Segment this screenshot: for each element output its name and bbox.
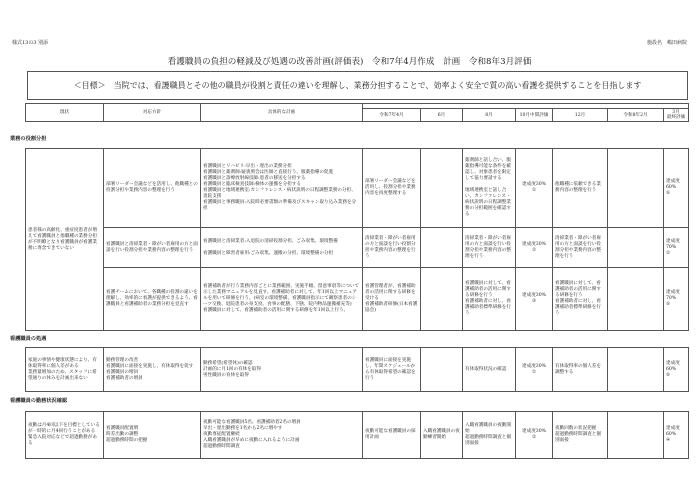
goal-text: ＜目標＞ 当院では、看護職員とその他の職員が役割と責任の違いを理解し、業務分担することで、効率よく安全で質の高い看護を提供することを目指します <box>73 81 642 90</box>
situation-cell: 家庭の事情や健康状態により、有休取得率に個人差がある 業務量増加のため、スタッフに希望通りの休みを計画出来ない <box>26 348 104 392</box>
form-number: 様式13の3 別添 <box>12 40 49 46</box>
table-row <box>26 412 689 459</box>
table-row <box>26 268 689 331</box>
column-header: 12月 <box>553 109 608 122</box>
month-cell-m4: 看護管理者が、看護補助者の活用に関する研修を受ける 看護補助者研修(日本看護協会) <box>363 268 421 331</box>
column-header: 6月 <box>421 109 463 122</box>
section-table <box>25 148 689 331</box>
month-cell-m4: 部署リーダー会議などを活用し、役割分担や業務内容を再度整理する <box>363 149 421 228</box>
policy-cell: 看護職員と清掃業者・障がい者雇用の方と面談を行い役割分担や業務内容の整理を行う <box>104 228 201 268</box>
month-cell-m2 <box>608 348 664 392</box>
situation-cell: 夜勤は月4回以下を目標としているが一時的に月4回行うことがある 緊急入院対応などで超過勤務がある <box>26 412 104 459</box>
section-table <box>25 347 689 392</box>
month-cell-m10: 達成度30% ② <box>516 228 553 268</box>
section-table <box>25 411 689 459</box>
section-title: 看護職員の処遇 <box>10 336 47 342</box>
page-title: 看護職員の負担の軽減及び処遇の改善計画(評価表) 令和7年4月作成 計画 令和8年3月評価 <box>167 57 532 67</box>
month-cell-m10: 達成度30% ② <box>516 412 553 459</box>
column-header: 8月 <box>463 109 516 122</box>
month-cell-m8: 薬剤師と話し合い、服薬指導可能な条件を確認し、対象患者を限定して協力要請する 地域連携室と話し合い、カンファレンス・病状説明の日程調整業務の分担範囲を確認する <box>463 149 516 228</box>
month-cell-m8: 入職看護職員の夜勤開始 超過勤務時間調査と個別面接 <box>463 412 516 459</box>
month-cell-m2 <box>608 412 664 459</box>
month-cell-m6 <box>421 149 463 228</box>
plan-cell: 夜勤可能な看護職員5名、看護補助者2名の増員 早出・遅出勤務を1名から2名に増やす 夜勤専従配置継続 入職看護職員が早めに夜勤に入れるように計画 超過勤務時間調査 <box>201 412 363 459</box>
plan-cell: 看護補助者が行う業務内容ごとに業務範囲、実施手順、留意事項等について示した業務マニュアルを見直す。看護補助者に対して、年1回以上マニュアルを用いて研修を行う。(病室の環境整備、看護職員指示にて観察患者のシーツ交換、退院患者の身支度、食事の配膳、下膳、院内物品運搬補充等) 看護職員に対して、看護補助者の活用に関する研修を年1回以上行う。 <box>201 268 363 331</box>
month-cell-m6 <box>421 348 463 392</box>
month-cell-m12: 夜勤回数の状況把握 超過勤務時間調査と個別面接 <box>553 412 608 459</box>
column-header: 具体的な計画 <box>201 104 363 122</box>
month-cell-m12: 他職種に依頼できる業務内容の整理を行う <box>553 149 608 228</box>
facility-name: 施設名 嶋田病院 <box>646 40 687 46</box>
month-cell-m8: 看護職員に対して、看護補助者の活用に関する研修を行う 看護補助者に対し、看護補助者標準研修を行う <box>463 268 516 331</box>
table-row <box>26 348 689 392</box>
month-cell-m8: 清掃業者・障がい者雇用の方と面談を行い役割分担や業務内容の整理を行う <box>463 228 516 268</box>
month-cell-m8: 有休取得状況の確認 <box>463 348 516 392</box>
plan-cell: 勤務希望(希望休)の確認 計画的に月1回の有休を取得 男性職員の育休を取得 <box>201 348 363 392</box>
month-cell-m4: 看護職員に面接を実施し、年間スケジュールから有休取得希望の確認を行う <box>363 348 421 392</box>
column-header: 対応方針 <box>104 104 201 122</box>
plan-cell: 看護職員とリハビリ:早出・遅出の業務分担 看護職員と薬剤師:疑義照会は医師と直接行う、服薬指導の促進 看護職員と診療放射線技師:患者の移送を分担する 看護職員と臨床検査技師:検体の運搬を分担する 看護職員と地域連携室:カンファレンス・病状説明の日程調整業務の分担、退院支援 看護職員と事務職員:入院時必要書類の準備及びスキャン取り込み業務を分担 <box>201 149 363 228</box>
table-row <box>26 149 689 228</box>
month-cell-m3: 達成度 60% ④ <box>664 412 689 459</box>
month-cell-m12: 有休取得率の個人差を調整する <box>553 348 608 392</box>
policy-cell: 部署リーダー会議などを活用し、他職種との役割分担や業務内容の整理を行う <box>104 149 201 228</box>
month-cell-m3: 達成度 70% ⑤ <box>664 268 689 331</box>
month-cell-m6 <box>421 228 463 268</box>
policy-cell: 看護チームにおいて、各職種の役割の違いを理解し、効率的に看護が提供できるよう、看護職員と看護補助者の業務分担を見直す <box>104 268 201 331</box>
month-cell-m2 <box>608 228 664 268</box>
month-cell-m6 <box>421 268 463 331</box>
column-header: 10月中間評価 <box>516 109 553 122</box>
month-cell-m4: 夜勤可能な看護職員の採用計画 <box>363 412 421 459</box>
column-header: 3月 最終評価 <box>664 109 689 122</box>
policy-cell: 勤務管理の改善 看護職員に面接を実施し、有休取得を促す 看護職員の増員 看護補助者の増員 <box>104 348 201 392</box>
month-cell-m3: 達成度 60% ⑤ <box>664 149 689 228</box>
column-header: 令和8年2月 <box>608 109 664 122</box>
header-table <box>25 103 689 122</box>
column-header: 令和7年4月 <box>363 109 421 122</box>
month-cell-m3: 達成度 70% ② <box>664 228 689 268</box>
month-cell-m10: 達成度30% ③ <box>516 268 553 331</box>
situation-cell: 患者様の高齢化、重症度患者が増えて看護職員と他職種の業務分担が不明瞭となり看護職員が看護業務に専念できていない <box>26 149 104 331</box>
month-cell-m12: 看護職員に対して、看護補助者の活用に関する研修を行う 看護補助者に対し、看護補助者標準研修を行う <box>553 268 608 331</box>
section-title: 業務の役割分担 <box>10 136 47 142</box>
month-cell-m12: 清掃業者・障がい者雇用の方と面談を行い役割分担や業務内容の整理を行う <box>553 228 608 268</box>
column-header: 現状 <box>26 104 104 122</box>
month-cell-m10: 達成度30% ① <box>516 149 553 228</box>
month-cell-m6: 入職看護職員の夜勤練習開始 <box>421 412 463 459</box>
policy-cell: 看護職員配置増 時差出勤の調整 超過勤務時間の把握 <box>104 412 201 459</box>
month-cell-m2 <box>608 268 664 331</box>
month-cell-m4: 清掃業者・障がい者雇用の方と面談を行い役割分担や業務内容の整理を行う <box>363 228 421 268</box>
plan-cell: 看護職員と清掃業者:入退院の清掃役割分担、ごみ収集、環境整備 看護職員と障害者雇用:ごみ収集、運搬の分担、環境整備の分担 <box>201 228 363 268</box>
month-cell-m2 <box>608 149 664 228</box>
table-row <box>26 228 689 268</box>
section-title: 看護職員の勤務状況確認 <box>10 398 68 404</box>
goal-box <box>27 71 688 100</box>
month-cell-m3: 達成度 60% ⑤ <box>664 348 689 392</box>
month-cell-m10: 達成度30% ① <box>516 348 553 392</box>
